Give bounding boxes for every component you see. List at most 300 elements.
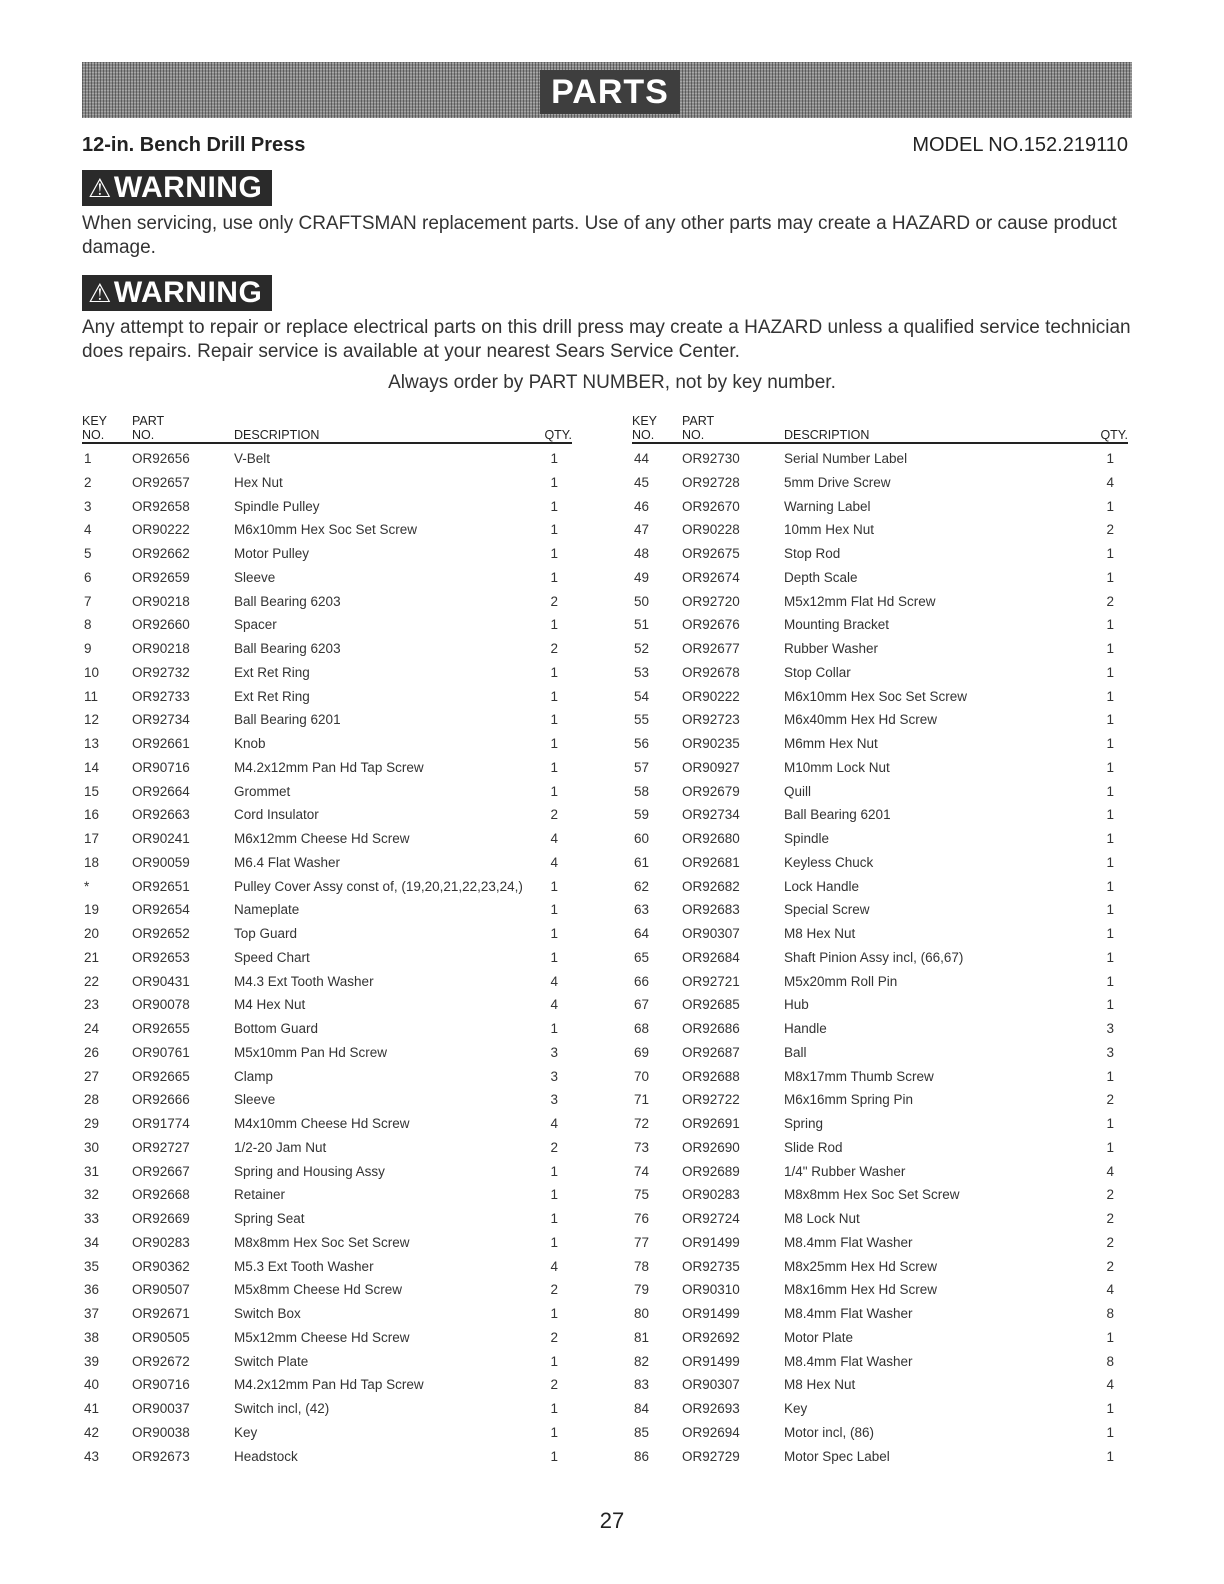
key-cell: 74: [634, 1163, 650, 1179]
table-row: [632, 1256, 1128, 1280]
table-row: [82, 496, 572, 520]
warning-badge-1: [82, 170, 272, 206]
key-cell: 44: [634, 451, 650, 466]
part-number-cell: OR92730: [682, 451, 740, 466]
table-row: [82, 733, 572, 757]
part-number-cell: OR92671: [132, 1306, 190, 1321]
part-number-cell: OR90038: [132, 1424, 190, 1440]
part-number-cell: OR92681: [682, 854, 740, 870]
part-number-cell: OR90059: [132, 854, 190, 870]
part-column-header: PART NO.: [682, 414, 715, 442]
product-title: 12-in. Bench Drill Press: [82, 134, 306, 156]
table-row: [632, 1042, 1128, 1066]
table-row: [632, 804, 1128, 828]
description-cell: Mounting Bracket: [784, 617, 890, 633]
qty-cell: 1: [550, 1401, 558, 1416]
table-row: [632, 1398, 1128, 1422]
part-number-cell: OR92674: [682, 569, 740, 585]
table-row: [82, 567, 572, 591]
description-cell: Lock Handle: [784, 878, 860, 894]
table-header: [632, 412, 1128, 444]
key-cell: 70: [634, 1068, 650, 1084]
part-number-cell: OR92670: [682, 498, 740, 514]
table-row: [632, 947, 1128, 971]
qty-cell: 2: [550, 1377, 558, 1393]
description-cell: Warning Label: [784, 498, 871, 514]
part-number-cell: OR92675: [682, 546, 740, 561]
key-cell: 45: [634, 474, 650, 490]
part-number-cell: OR90241: [132, 831, 190, 846]
description-cell: M5x10mm Pan Hd Screw: [234, 1044, 388, 1060]
qty-cell: 1: [550, 522, 558, 538]
description-cell: M6x10mm Hex Soc Set Screw: [234, 522, 418, 538]
description-cell: Ball: [784, 1044, 807, 1060]
part-number-cell: OR92678: [682, 664, 740, 680]
qty-cell: 1: [1106, 1116, 1114, 1131]
key-cell: 52: [634, 641, 650, 656]
part-number-cell: OR90307: [682, 926, 740, 941]
qty-cell: 1: [1106, 1424, 1114, 1440]
qty-cell: 1: [550, 569, 558, 585]
description-cell: 5mm Drive Screw: [784, 474, 891, 490]
table-row: [632, 1422, 1128, 1446]
table-row: [632, 567, 1128, 591]
part-number-cell: OR92664: [132, 783, 190, 799]
key-cell: 34: [84, 1234, 100, 1250]
qty-cell: 4: [1106, 1377, 1114, 1393]
qty-cell: 1: [1106, 688, 1114, 704]
part-number-cell: OR92733: [132, 688, 190, 704]
key-cell: 60: [634, 831, 650, 846]
description-cell: Retainer: [234, 1187, 286, 1203]
table-row: [82, 852, 572, 876]
part-column-header: PART NO.: [132, 414, 165, 442]
key-cell: 53: [634, 664, 650, 680]
key-cell: 20: [84, 926, 100, 941]
table-row: [82, 686, 572, 710]
qty-cell: 1: [550, 949, 558, 965]
warning-triangle-icon: ⚠: [88, 278, 112, 308]
description-cell: Key: [784, 1401, 808, 1416]
qty-cell: 4: [550, 997, 558, 1013]
qty-cell: 1: [1106, 451, 1114, 466]
part-number-cell: OR92653: [132, 949, 190, 965]
qty-cell: 1: [1106, 498, 1114, 514]
qty-cell: 1: [1106, 807, 1114, 823]
description-cell: Serial Number Label: [784, 451, 908, 466]
table-row: [632, 994, 1128, 1018]
table-row: [632, 1303, 1128, 1327]
description-cell: Ext Ret Ring: [234, 688, 310, 704]
table-row: [82, 1279, 572, 1303]
description-cell: Spring: [784, 1116, 824, 1131]
table-row: [82, 1066, 572, 1090]
description-cell: Motor Spec Label: [784, 1448, 890, 1464]
table-row: [82, 472, 572, 496]
description-cell: Ball Bearing 6201: [784, 807, 891, 823]
part-number-cell: OR90228: [682, 522, 740, 538]
table-row: [632, 1018, 1128, 1042]
table-row: [82, 1089, 572, 1113]
part-number-cell: OR92680: [682, 831, 740, 846]
key-cell: 8: [84, 617, 92, 633]
part-number-cell: OR92720: [682, 593, 740, 609]
qty-cell: 1: [550, 1021, 558, 1036]
key-cell: 17: [84, 831, 100, 846]
qty-cell: 1: [550, 1353, 558, 1369]
part-number-cell: OR91774: [132, 1116, 190, 1131]
warning-text-1: When servicing, use only CRAFTSMAN replacement parts. Use of any other parts may create a HAZARD or cause product damage.: [82, 213, 1117, 258]
qty-cell: 8: [1106, 1306, 1114, 1321]
qty-cell: 1: [550, 688, 558, 704]
part-number-cell: OR92723: [682, 712, 740, 728]
description-cell: Spring Seat: [234, 1211, 305, 1226]
part-number-cell: OR92654: [132, 902, 190, 918]
key-cell: 5: [84, 546, 92, 561]
key-cell: 12: [84, 712, 100, 728]
description-cell: Sleeve: [234, 569, 276, 585]
description-cell: M5x12mm Cheese Hd Screw: [234, 1329, 410, 1345]
table-row: [82, 828, 572, 852]
description-cell: M4.2x12mm Pan Hd Tap Screw: [234, 759, 424, 775]
qty-cell: 8: [1106, 1353, 1114, 1369]
part-number-cell: OR92728: [682, 474, 740, 490]
qty-cell: 1: [550, 783, 558, 799]
description-cell: Hub: [784, 997, 809, 1013]
description-cell: Motor incl, (86): [784, 1424, 875, 1440]
key-cell: 66: [634, 973, 650, 989]
table-row: [632, 733, 1128, 757]
qty-cell: 1: [550, 1424, 558, 1440]
key-cell: 76: [634, 1211, 650, 1226]
part-number-cell: OR92734: [132, 712, 190, 728]
table-row: [632, 1161, 1128, 1185]
description-cell: M8.4mm Flat Washer: [784, 1353, 913, 1369]
key-cell: 6: [84, 569, 92, 585]
part-number-cell: OR90283: [132, 1234, 190, 1250]
table-row: [632, 757, 1128, 781]
key-cell: 35: [84, 1258, 100, 1274]
qty-column-header: QTY.: [1100, 428, 1128, 442]
warning-triangle-icon: ⚠: [88, 173, 112, 203]
description-cell: Top Guard: [234, 926, 298, 941]
warning-label: WARNING: [113, 276, 263, 309]
part-number-cell: OR90218: [132, 641, 190, 656]
qty-cell: 1: [550, 878, 558, 894]
part-number-cell: OR92677: [682, 641, 740, 656]
qty-cell: 1: [550, 1448, 558, 1464]
key-cell: 46: [634, 498, 650, 514]
part-number-cell: OR92656: [132, 451, 190, 466]
table-row: [632, 496, 1128, 520]
table-row: [632, 1279, 1128, 1303]
key-cell: 1: [84, 451, 92, 466]
qty-cell: 3: [550, 1092, 558, 1108]
table-row: [632, 923, 1128, 947]
part-number-cell: OR90362: [132, 1258, 190, 1274]
parts-table-left: [82, 412, 572, 1469]
key-cell: 57: [634, 759, 650, 775]
description-cell: Speed Chart: [234, 949, 310, 965]
description-cell: Keyless Chuck: [784, 854, 874, 870]
key-cell: 7: [84, 593, 92, 609]
part-number-cell: OR92665: [132, 1068, 190, 1084]
part-number-cell: OR92722: [682, 1092, 740, 1108]
table-row: [632, 828, 1128, 852]
description-cell: Ball Bearing 6201: [234, 712, 341, 728]
qty-cell: 1: [1106, 712, 1114, 728]
description-cell: M8x16mm Hex Hd Screw: [784, 1282, 938, 1298]
qty-cell: 1: [1106, 736, 1114, 751]
description-cell: Special Screw: [784, 902, 870, 918]
description-cell: Ext Ret Ring: [234, 664, 310, 680]
part-number-cell: OR92651: [132, 878, 190, 894]
table-row: [632, 662, 1128, 686]
key-cell: 42: [84, 1424, 100, 1440]
key-column-header: KEY NO.: [82, 414, 108, 442]
description-cell: Shaft Pinion Assy incl, (66,67): [784, 949, 964, 965]
part-number-cell: OR92686: [682, 1021, 740, 1036]
qty-cell: 1: [550, 902, 558, 918]
description-cell: M8 Hex Nut: [784, 926, 856, 941]
table-row: [632, 709, 1128, 733]
qty-cell: 1: [550, 736, 558, 751]
qty-cell: 1: [550, 474, 558, 490]
qty-cell: 1: [1106, 902, 1114, 918]
table-row: [82, 519, 572, 543]
table-row: [82, 1303, 572, 1327]
description-cell: M8.4mm Flat Washer: [784, 1306, 913, 1321]
part-number-cell: OR92734: [682, 807, 740, 823]
table-body: [632, 448, 1128, 1469]
part-number-cell: OR92661: [132, 736, 190, 751]
table-row: [82, 662, 572, 686]
table-row: [632, 1184, 1128, 1208]
key-cell: 85: [634, 1424, 650, 1440]
qty-cell: 1: [1106, 759, 1114, 775]
table-row: [632, 448, 1128, 472]
table-row: [82, 1374, 572, 1398]
key-cell: 41: [84, 1401, 100, 1416]
key-cell: 26: [84, 1044, 100, 1060]
key-cell: 78: [634, 1258, 650, 1274]
key-cell: 49: [634, 569, 650, 585]
description-cell: M8 Lock Nut: [784, 1211, 860, 1226]
description-cell: M4x10mm Cheese Hd Screw: [234, 1116, 410, 1131]
description-cell: Key: [234, 1424, 258, 1440]
key-cell: 84: [634, 1401, 650, 1416]
table-row: [82, 1018, 572, 1042]
qty-cell: 1: [1106, 831, 1114, 846]
key-cell: 29: [84, 1116, 100, 1131]
qty-cell: 1: [550, 1163, 558, 1179]
table-row: [82, 781, 572, 805]
table-row: [632, 781, 1128, 805]
table-row: [632, 1446, 1128, 1470]
table-row: [632, 472, 1128, 496]
key-cell: 47: [634, 522, 650, 538]
key-cell: 32: [84, 1187, 100, 1203]
part-number-cell: OR92667: [132, 1163, 190, 1179]
qty-cell: 1: [1106, 1448, 1114, 1464]
key-cell: 72: [634, 1116, 650, 1131]
qty-cell: 1: [550, 664, 558, 680]
part-number-cell: OR92676: [682, 617, 740, 633]
qty-cell: 4: [550, 973, 558, 989]
qty-cell: 3: [1106, 1021, 1114, 1036]
table-row: [82, 994, 572, 1018]
qty-cell: 2: [550, 1282, 558, 1298]
part-number-cell: OR90235: [682, 736, 740, 751]
qty-cell: 1: [550, 1234, 558, 1250]
description-cell: Pulley Cover Assy const of, (19,20,21,22,23,24,): [234, 878, 523, 894]
qty-cell: 1: [1106, 546, 1114, 561]
table-row: [632, 591, 1128, 615]
table-body: [82, 448, 572, 1469]
part-number-cell: OR92663: [132, 807, 190, 823]
part-number-cell: OR90431: [132, 973, 190, 989]
key-cell: 51: [634, 617, 650, 633]
key-cell: 56: [634, 736, 650, 751]
key-cell: 10: [84, 664, 100, 680]
key-cell: 37: [84, 1306, 100, 1321]
key-column-header: KEY NO.: [632, 414, 658, 442]
table-row: [82, 923, 572, 947]
qty-cell: 1: [1106, 878, 1114, 894]
part-number-cell: OR92657: [132, 474, 190, 490]
table-row: [82, 1184, 572, 1208]
table-row: [632, 519, 1128, 543]
part-number-cell: OR92727: [132, 1139, 190, 1155]
part-number-cell: OR92732: [132, 664, 190, 680]
table-row: [632, 638, 1128, 662]
table-row: [82, 448, 572, 472]
page-title: PARTS: [540, 70, 680, 114]
description-cell: M4.3 Ext Tooth Washer: [234, 973, 374, 989]
qty-cell: 2: [1106, 1258, 1114, 1274]
description-cell: Spacer: [234, 617, 277, 633]
qty-cell: 2: [1106, 1187, 1114, 1203]
qty-cell: 2: [550, 593, 558, 609]
table-row: [632, 1137, 1128, 1161]
description-cell: Cord Insulator: [234, 807, 319, 823]
page-number: 27: [599, 1508, 625, 1533]
qty-cell: 4: [550, 831, 558, 846]
part-number-cell: OR92693: [682, 1401, 740, 1416]
part-number-cell: OR92721: [682, 973, 740, 989]
description-cell: Quill: [784, 783, 812, 799]
key-cell: 73: [634, 1139, 650, 1155]
description-cell: M6x10mm Hex Soc Set Screw: [784, 688, 968, 704]
table-row: [82, 591, 572, 615]
description-cell: 1/4" Rubber Washer: [784, 1163, 906, 1179]
key-cell: 61: [634, 854, 650, 870]
description-cell: Ball Bearing 6203: [234, 641, 341, 656]
part-number-cell: OR90218: [132, 593, 190, 609]
order-note: Always order by PART NUMBER, not by key number.: [388, 372, 836, 393]
qty-cell: 1: [1106, 997, 1114, 1013]
qty-cell: 4: [1106, 1282, 1114, 1298]
key-cell: 59: [634, 807, 650, 823]
key-cell: 33: [84, 1211, 100, 1226]
description-cell: M8x25mm Hex Hd Screw: [784, 1258, 938, 1274]
table-row: [632, 1113, 1128, 1137]
part-number-cell: OR92684: [682, 949, 740, 965]
qty-cell: 1: [550, 1211, 558, 1226]
key-cell: 4: [84, 522, 92, 538]
table-row: [82, 1042, 572, 1066]
qty-cell: 4: [550, 1258, 558, 1274]
table-row: [82, 543, 572, 567]
key-cell: 18: [84, 854, 100, 870]
description-cell: M8.4mm Flat Washer: [784, 1234, 913, 1250]
part-number-cell: OR90761: [132, 1044, 190, 1060]
key-cell: 39: [84, 1353, 100, 1369]
description-cell: M5.3 Ext Tooth Washer: [234, 1258, 374, 1274]
description-cell: Clamp: [234, 1068, 274, 1084]
qty-cell: 1: [1106, 949, 1114, 965]
part-number-cell: OR92659: [132, 569, 190, 585]
part-number-cell: OR92660: [132, 617, 190, 633]
table-row: [632, 543, 1128, 567]
key-cell: 43: [84, 1448, 100, 1464]
warning-badge-2: [82, 275, 272, 311]
key-cell: 77: [634, 1234, 650, 1250]
qty-cell: 2: [550, 641, 558, 656]
description-cell: Spindle: [784, 831, 830, 846]
qty-cell: 1: [1106, 854, 1114, 870]
description-cell: Slide Rod: [784, 1139, 843, 1155]
key-cell: 79: [634, 1282, 650, 1298]
table-row: [632, 971, 1128, 995]
key-cell: 2: [84, 474, 92, 490]
part-number-cell: OR92729: [682, 1448, 740, 1464]
key-cell: 67: [634, 997, 650, 1013]
qty-cell: 2: [550, 1329, 558, 1345]
key-cell: 58: [634, 783, 650, 799]
description-cell: M8x8mm Hex Soc Set Screw: [784, 1187, 960, 1203]
part-number-cell: OR92687: [682, 1044, 740, 1060]
key-cell: 9: [84, 641, 92, 656]
description-cell: Sleeve: [234, 1092, 276, 1108]
table-row: [82, 1113, 572, 1137]
description-cell: M5x8mm Cheese Hd Screw: [234, 1282, 403, 1298]
part-number-cell: OR92694: [682, 1424, 740, 1440]
description-column-header: DESCRIPTION: [784, 428, 870, 442]
table-row: [82, 614, 572, 638]
qty-cell: 3: [550, 1044, 558, 1060]
parts-table-right: [632, 412, 1128, 1469]
description-cell: M8x8mm Hex Soc Set Screw: [234, 1234, 410, 1250]
key-cell: 62: [634, 878, 650, 894]
table-row: [82, 1232, 572, 1256]
table-row: [82, 1327, 572, 1351]
part-number-cell: OR92673: [132, 1448, 190, 1464]
key-cell: 71: [634, 1092, 650, 1108]
qty-cell: 1: [550, 1187, 558, 1203]
part-number-cell: OR91499: [682, 1353, 740, 1369]
key-cell: 22: [84, 973, 100, 989]
part-number-cell: OR92652: [132, 926, 190, 941]
table-row: [82, 1398, 572, 1422]
qty-column-header: QTY.: [544, 428, 572, 442]
qty-cell: 1: [550, 498, 558, 514]
qty-cell: 1: [1106, 569, 1114, 585]
description-cell: V-Belt: [234, 451, 271, 466]
table-row: [632, 686, 1128, 710]
table-row: [82, 876, 572, 900]
qty-cell: 3: [1106, 1044, 1114, 1060]
